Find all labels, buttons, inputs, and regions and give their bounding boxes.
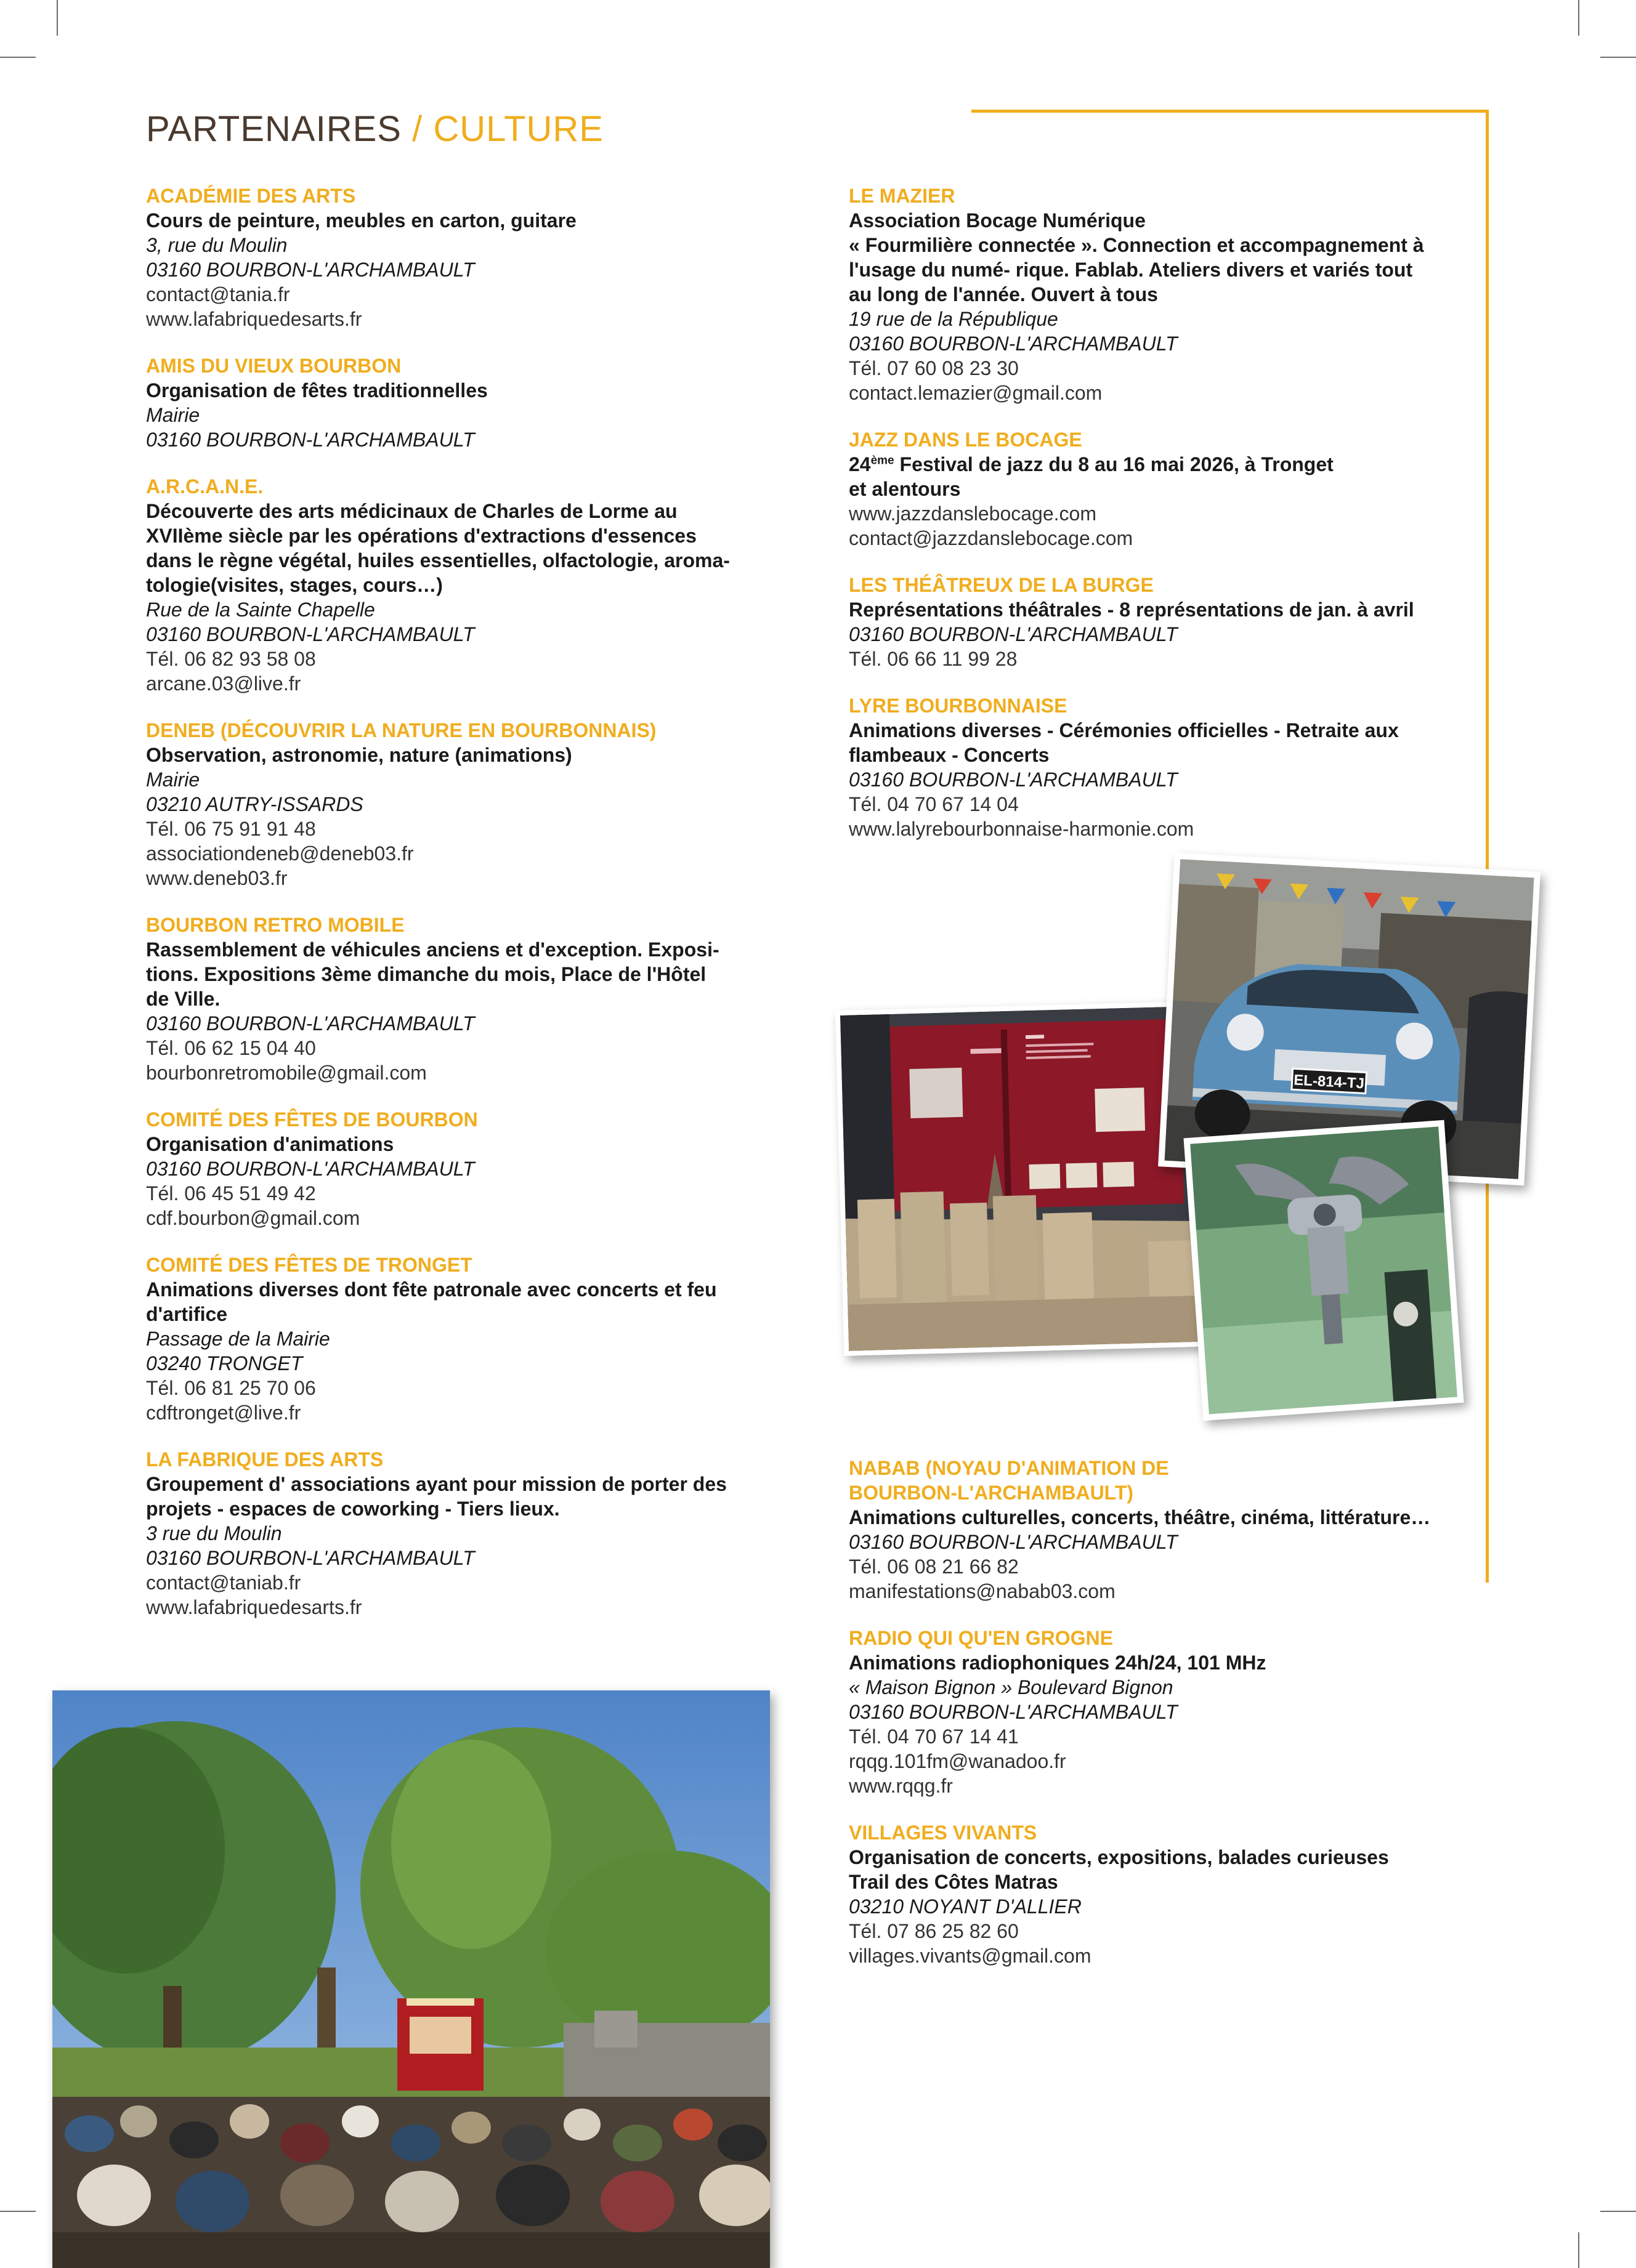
website-link[interactable]: www.jazzdanslebocage.com — [849, 502, 1096, 525]
organisation-address: Rue de la Sainte Chapelle — [146, 599, 375, 621]
email-address[interactable]: contact@jazzdanslebocage.com — [849, 527, 1133, 549]
organisation-address: Mairie — [146, 769, 200, 791]
organisation-address: 03210 NOYANT D'ALLIER — [849, 1895, 1082, 1918]
email-address[interactable]: bourbonretromobile@gmail.com — [146, 1062, 427, 1084]
organisation-description: au long de l'année. Ouvert à tous — [849, 283, 1158, 305]
page-title-main: PARTENAIRES — [146, 109, 402, 149]
organisation-description: tions. Expositions 3ème dimanche du mois, Place de l'Hôtel — [146, 963, 707, 985]
email-address[interactable]: contact@tania.fr — [146, 283, 290, 305]
castle-exhibit-image — [840, 1006, 1218, 1351]
organisation-description: Animations diverses - Cérémonies officielles - Retraite aux — [849, 719, 1399, 741]
right-top-entry — [849, 184, 1489, 405]
website-link[interactable]: www.lalyrebourbonnaise-harmonie.com — [849, 818, 1194, 840]
organisation-description: flambeaux - Concerts — [849, 744, 1050, 766]
organisation-name: ACADÉMIE DES ARTS — [146, 185, 356, 207]
crop-mark — [1578, 2232, 1579, 2268]
email-address[interactable]: villages.vivants@gmail.com — [849, 1945, 1091, 1967]
edition-number: 24 — [849, 453, 871, 475]
left-entry — [146, 474, 787, 696]
organisation-name: RADIO QUI QU'EN GROGNE — [849, 1627, 1113, 1649]
organisation-name: COMITÉ DES FÊTES DE TRONGET — [146, 1254, 472, 1276]
left-entry — [146, 1253, 787, 1425]
organisation-address: 03160 BOURBON-L'ARCHAMBAULT — [849, 623, 1178, 645]
right-top-entry — [849, 427, 1489, 551]
organisation-description: Organisation de fêtes traditionnelles — [146, 379, 488, 402]
right-bottom-entry — [849, 1456, 1489, 1604]
bottle-opener-image — [1190, 1126, 1457, 1414]
organisation-address: 03160 BOURBON-L'ARCHAMBAULT — [146, 623, 475, 645]
organisation-description: « Fourmilière connectée ». Connection et accompagnement à — [849, 234, 1424, 256]
outdoor-theatre-photo — [52, 1690, 770, 2268]
organisation-description: Animations diverses dont fête patronale avec concerts et feu — [146, 1278, 717, 1301]
decorative-frame-top — [971, 110, 1489, 113]
right-top-entry — [849, 693, 1489, 841]
organisation-address: 03160 BOURBON-L'ARCHAMBAULT — [146, 259, 475, 281]
phone-number: Tél. 06 08 21 66 82 — [849, 1556, 1019, 1578]
organisation-description: tologie(visites, stages, cours…) — [146, 574, 443, 596]
email-address[interactable]: contact@taniab.fr — [146, 1572, 301, 1594]
organisation-description: d'artifice — [146, 1303, 228, 1325]
organisation-name: VILLAGES VIVANTS — [849, 1822, 1037, 1844]
organisation-description — [849, 452, 1489, 477]
organisation-address: « Maison Bignon » Boulevard Bignon — [849, 1676, 1173, 1698]
organisation-address: Mairie — [146, 404, 200, 426]
organisation-description: l'usage du numé- rique. Fablab. Ateliers divers et variés tout — [849, 259, 1413, 281]
email-address[interactable]: cdftronget@live.fr — [146, 1402, 301, 1424]
organisation-name: AMIS DU VIEUX BOURBON — [146, 355, 402, 377]
phone-number: Tél. 07 86 25 82 60 — [849, 1920, 1019, 1942]
organisation-description: Organisation de concerts, expositions, balades curieuses — [849, 1846, 1389, 1868]
organisation-address: 03240 TRONGET — [146, 1352, 303, 1374]
left-entry — [146, 1447, 787, 1620]
email-address[interactable]: associationdeneb@deneb03.fr — [146, 842, 414, 865]
right-top-entry — [849, 573, 1489, 671]
organisation-description: Rassemblement de véhicules anciens et d'exception. Exposi- — [146, 938, 719, 961]
right-column-bottom — [849, 1456, 1489, 1990]
organisation-name: LA FABRIQUE DES ARTS — [146, 1448, 384, 1471]
organisation-name: JAZZ DANS LE BOCAGE — [849, 429, 1082, 451]
phone-number: Tél. 06 75 91 91 48 — [146, 818, 316, 840]
organisation-address: 03210 AUTRY-ISSARDS — [146, 793, 363, 815]
organisation-description: et alentours — [849, 478, 961, 500]
left-entry — [146, 913, 787, 1085]
email-address[interactable]: arcane.03@live.fr — [146, 672, 301, 695]
organisation-address: 03160 BOURBON-L'ARCHAMBAULT — [146, 429, 475, 451]
organisation-description: projets - espaces de coworking - Tiers lieux. — [146, 1498, 560, 1520]
organisation-address: 19 rue de la République — [849, 308, 1058, 330]
phone-number: Tél. 06 66 11 99 28 — [849, 648, 1018, 670]
bottle-opener-photo — [1183, 1120, 1464, 1421]
email-address[interactable]: cdf.bourbon@gmail.com — [146, 1207, 360, 1229]
organisation-description: Animations radiophoniques 24h/24, 101 MHz — [849, 1652, 1266, 1674]
left-entry — [146, 184, 787, 331]
crop-mark — [0, 2211, 36, 2212]
website-link[interactable]: www.deneb03.fr — [146, 867, 288, 889]
organisation-name: COMITÉ DES FÊTES DE BOURBON — [146, 1108, 478, 1131]
page-title-sub: CULTURE — [433, 109, 604, 149]
website-link[interactable]: www.rqqg.fr — [849, 1775, 953, 1797]
outdoor-theatre-image — [52, 1690, 770, 2268]
right-bottom-entry — [849, 1820, 1489, 1968]
page-title — [146, 110, 604, 149]
organisation-address: 3 rue du Moulin — [146, 1522, 282, 1544]
crop-mark — [1578, 0, 1579, 36]
organisation-address: 03160 BOURBON-L'ARCHAMBAULT — [146, 1158, 475, 1180]
right-bottom-entry — [849, 1626, 1489, 1798]
organisation-description: XVIIème siècle par les opérations d'extractions d'essences — [146, 525, 697, 547]
organisation-address: 03160 BOURBON-L'ARCHAMBAULT — [849, 1701, 1178, 1723]
edition-suffix: ème — [870, 454, 894, 467]
organisation-address: 03160 BOURBON-L'ARCHAMBAULT — [849, 769, 1178, 791]
email-address[interactable]: rqqg.101fm@wanadoo.fr — [849, 1750, 1066, 1772]
organisation-address: 03160 BOURBON-L'ARCHAMBAULT — [849, 1531, 1178, 1553]
festival-description: Festival de jazz du 8 au 16 mai 2026, à Tronget — [894, 453, 1334, 475]
crop-mark — [57, 0, 58, 36]
organisation-name: LES THÉÂTREUX DE LA BURGE — [849, 574, 1154, 596]
organisation-address: 03160 BOURBON-L'ARCHAMBAULT — [146, 1547, 475, 1569]
website-link[interactable]: www.lafabriquedesarts.fr — [146, 308, 362, 330]
crop-mark — [0, 57, 36, 58]
left-entry — [146, 718, 787, 890]
phone-number: Tél. 07 60 08 23 30 — [849, 357, 1019, 379]
organisation-description: de Ville. — [146, 988, 221, 1010]
left-entry — [146, 353, 787, 452]
organisation-address: 3, rue du Moulin — [146, 234, 288, 256]
organisation-name: A.R.C.A.N.E. — [146, 475, 264, 498]
organisation-description: Découverte des arts médicinaux de Charles de Lorme au — [146, 500, 678, 522]
email-address[interactable]: contact.lemazier@gmail.com — [849, 382, 1103, 404]
website-link[interactable]: www.lafabriquedesarts.fr — [146, 1596, 362, 1618]
organisation-description: Organisation d'animations — [146, 1133, 394, 1155]
car-license-plate: EL-814-TJ — [1293, 1071, 1365, 1092]
organisation-description: Représentations théâtrales - 8 représentations de jan. à avril — [849, 599, 1414, 621]
organisation-address: 03160 BOURBON-L'ARCHAMBAULT — [849, 333, 1178, 355]
organisation-description: Association Bocage Numérique — [849, 209, 1146, 232]
phone-number: Tél. 06 82 93 58 08 — [146, 648, 316, 670]
organisation-description: dans le règne végétal, huiles essentielles, olfactologie, aroma- — [146, 549, 730, 571]
phone-number: Tél. 04 70 67 14 41 — [849, 1725, 1019, 1748]
crop-mark — [1600, 2211, 1636, 2212]
organisation-address: Passage de la Mairie — [146, 1328, 330, 1350]
organisation-description: Observation, astronomie, nature (animations) — [146, 744, 572, 766]
organisation-description: Trail des Côtes Matras — [849, 1871, 1058, 1893]
organisation-name-continued: BOURBON-L'ARCHAMBAULT) — [849, 1482, 1134, 1504]
organisation-name: BOURBON RETRO MOBILE — [146, 914, 405, 936]
phone-number: Tél. 06 81 25 70 06 — [146, 1377, 316, 1399]
crop-mark — [1600, 57, 1636, 58]
organisation-description: Cours de peinture, meubles en carton, guitare — [146, 209, 577, 232]
organisation-name: LYRE BOURBONNAISE — [849, 695, 1067, 717]
phone-number: Tél. 06 62 15 04 40 — [146, 1037, 316, 1059]
right-column-top — [849, 184, 1489, 863]
organisation-description: Groupement d' associations ayant pour mission de porter des — [146, 1473, 727, 1495]
organisation-name: NABAB (NOYAU D'ANIMATION DE — [849, 1457, 1169, 1479]
page-title-slash: / — [412, 109, 423, 149]
organisation-address: 03160 BOURBON-L'ARCHAMBAULT — [146, 1012, 475, 1035]
organisation-description: Animations culturelles, concerts, théâtre, cinéma, littérature… — [849, 1506, 1431, 1528]
phone-number: Tél. 04 70 67 14 04 — [849, 793, 1019, 815]
phone-number: Tél. 06 45 51 49 42 — [146, 1182, 316, 1205]
organisation-name: LE MAZIER — [849, 185, 955, 207]
organisation-name: DENEB (DÉCOUVRIR LA NATURE EN BOURBONNAIS) — [146, 719, 657, 741]
left-entry — [146, 1107, 787, 1230]
left-column — [146, 184, 787, 1642]
email-address[interactable]: manifestations@nabab03.com — [849, 1580, 1116, 1602]
